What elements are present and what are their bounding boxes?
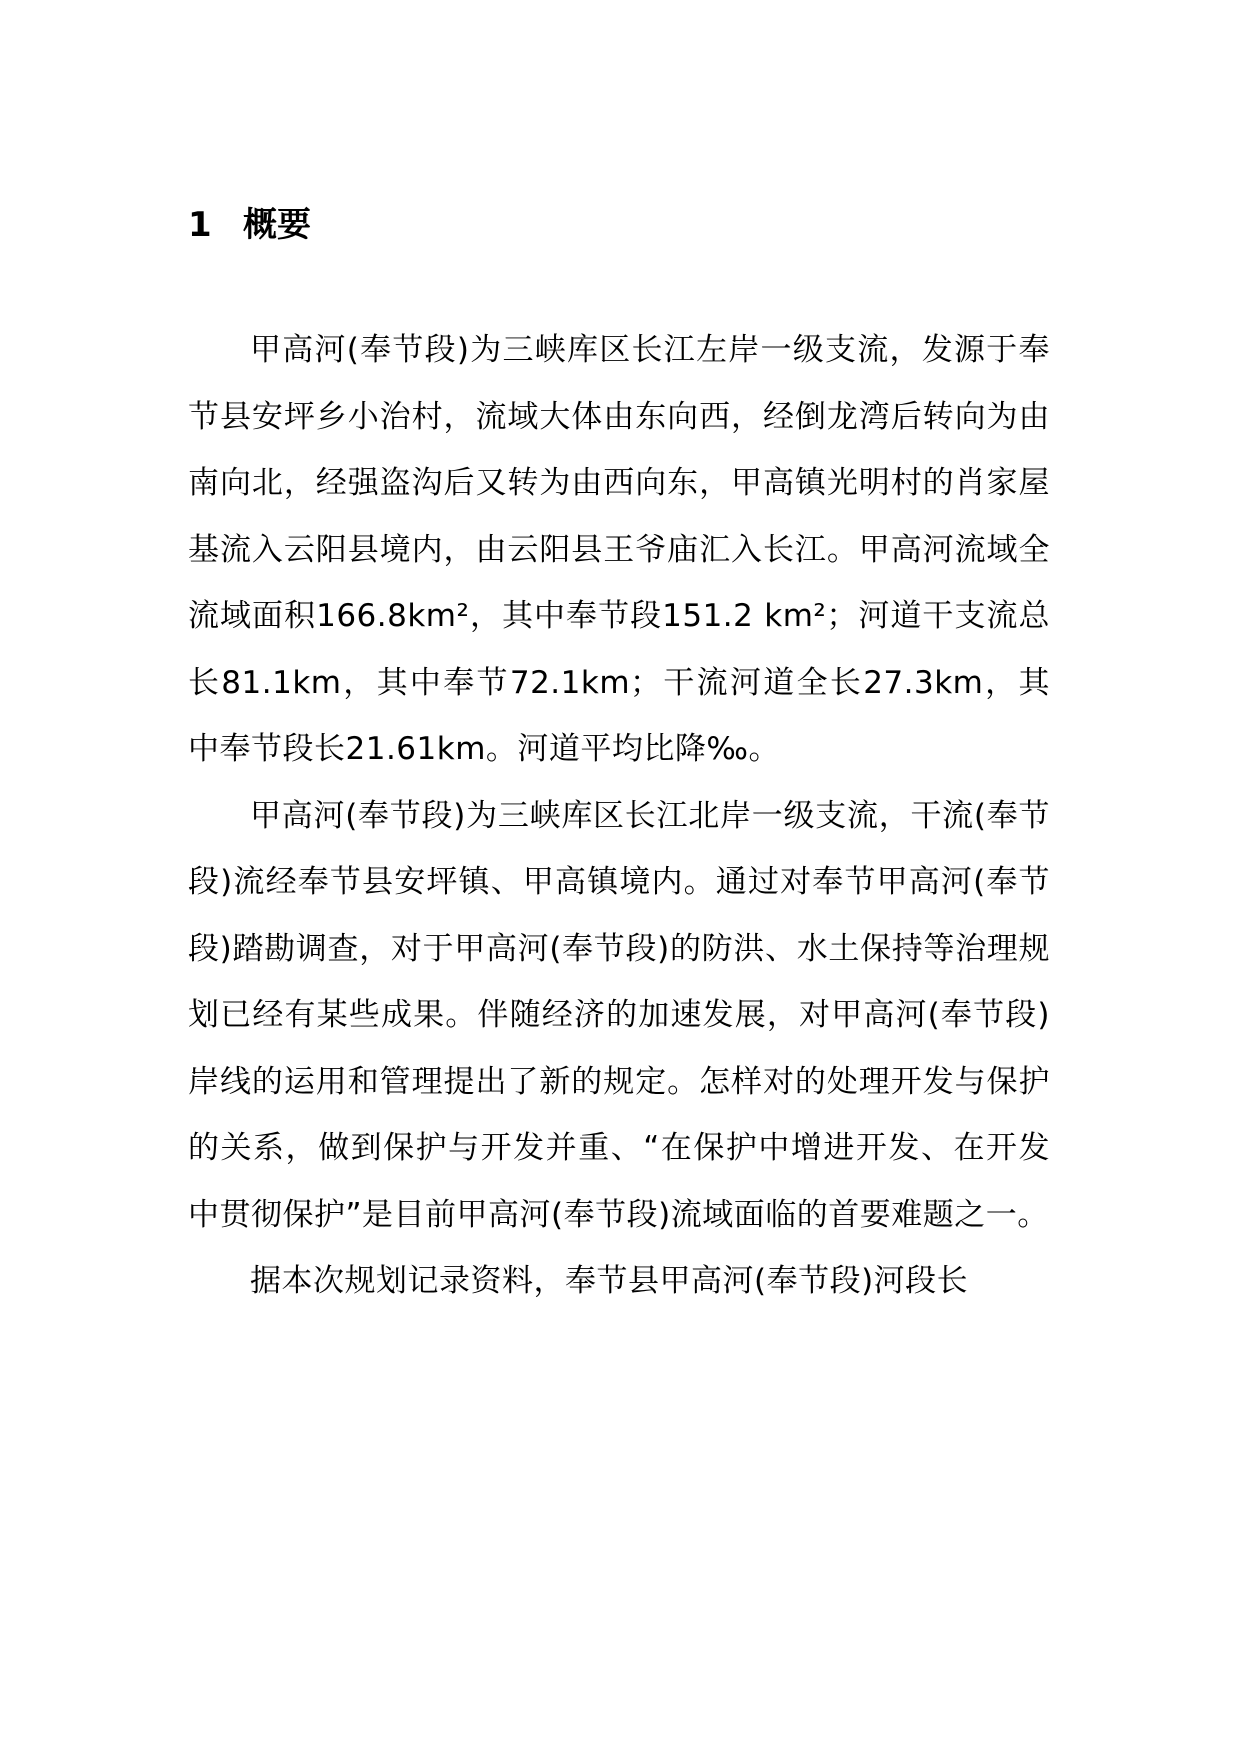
section-number: 1 bbox=[188, 205, 212, 245]
section-heading bbox=[188, 200, 311, 250]
paragraph-statistics: 据本次规划记录资料，奉节县甲高河(奉节段)河段长 bbox=[250, 1263, 969, 1299]
paragraph-status: 甲高河(奉节段)为三峡库区长江北岸一级支流，干流(奉节段)流经奉节县安坪镇、甲高镇境内。通过对奉节甲高河(奉节段)踏勘调查，对于甲高河(奉节段)的防洪、水土保持等治理规划已经有某些成果。伴随经济的加速发展，对甲高河(奉节段)岸线的运用和管理提出了新的规定。怎样对的处理开发与保护的关系，做到保护与开发并重、“在保护中增进开发、在开发中贯彻保护”是目前甲高河(奉节段)流域面临的首要难题之一。 bbox=[188, 797, 1050, 1233]
section-title: 概要 bbox=[243, 205, 311, 245]
paragraph-overview: 甲高河(奉节段)为三峡库区长江左岸一级支流，发源于奉节县安坪乡小治村，流域大体由东向西，经倒龙湾后转向为由南向北，经强盗沟后又转为由西向东，甲高镇光明村的肖家屋基流入云阳县境内，由云阳县王爷庙汇入长江。甲高河流域全流域面积166.8km²，其中奉节段151.2 km²；河道干支流总长81.1km，其中奉节72.1km；干流河道全长27.3km，其中奉节段长21.61km。河道平均比降‰。 bbox=[188, 332, 1050, 767]
body-text bbox=[188, 317, 1050, 1315]
